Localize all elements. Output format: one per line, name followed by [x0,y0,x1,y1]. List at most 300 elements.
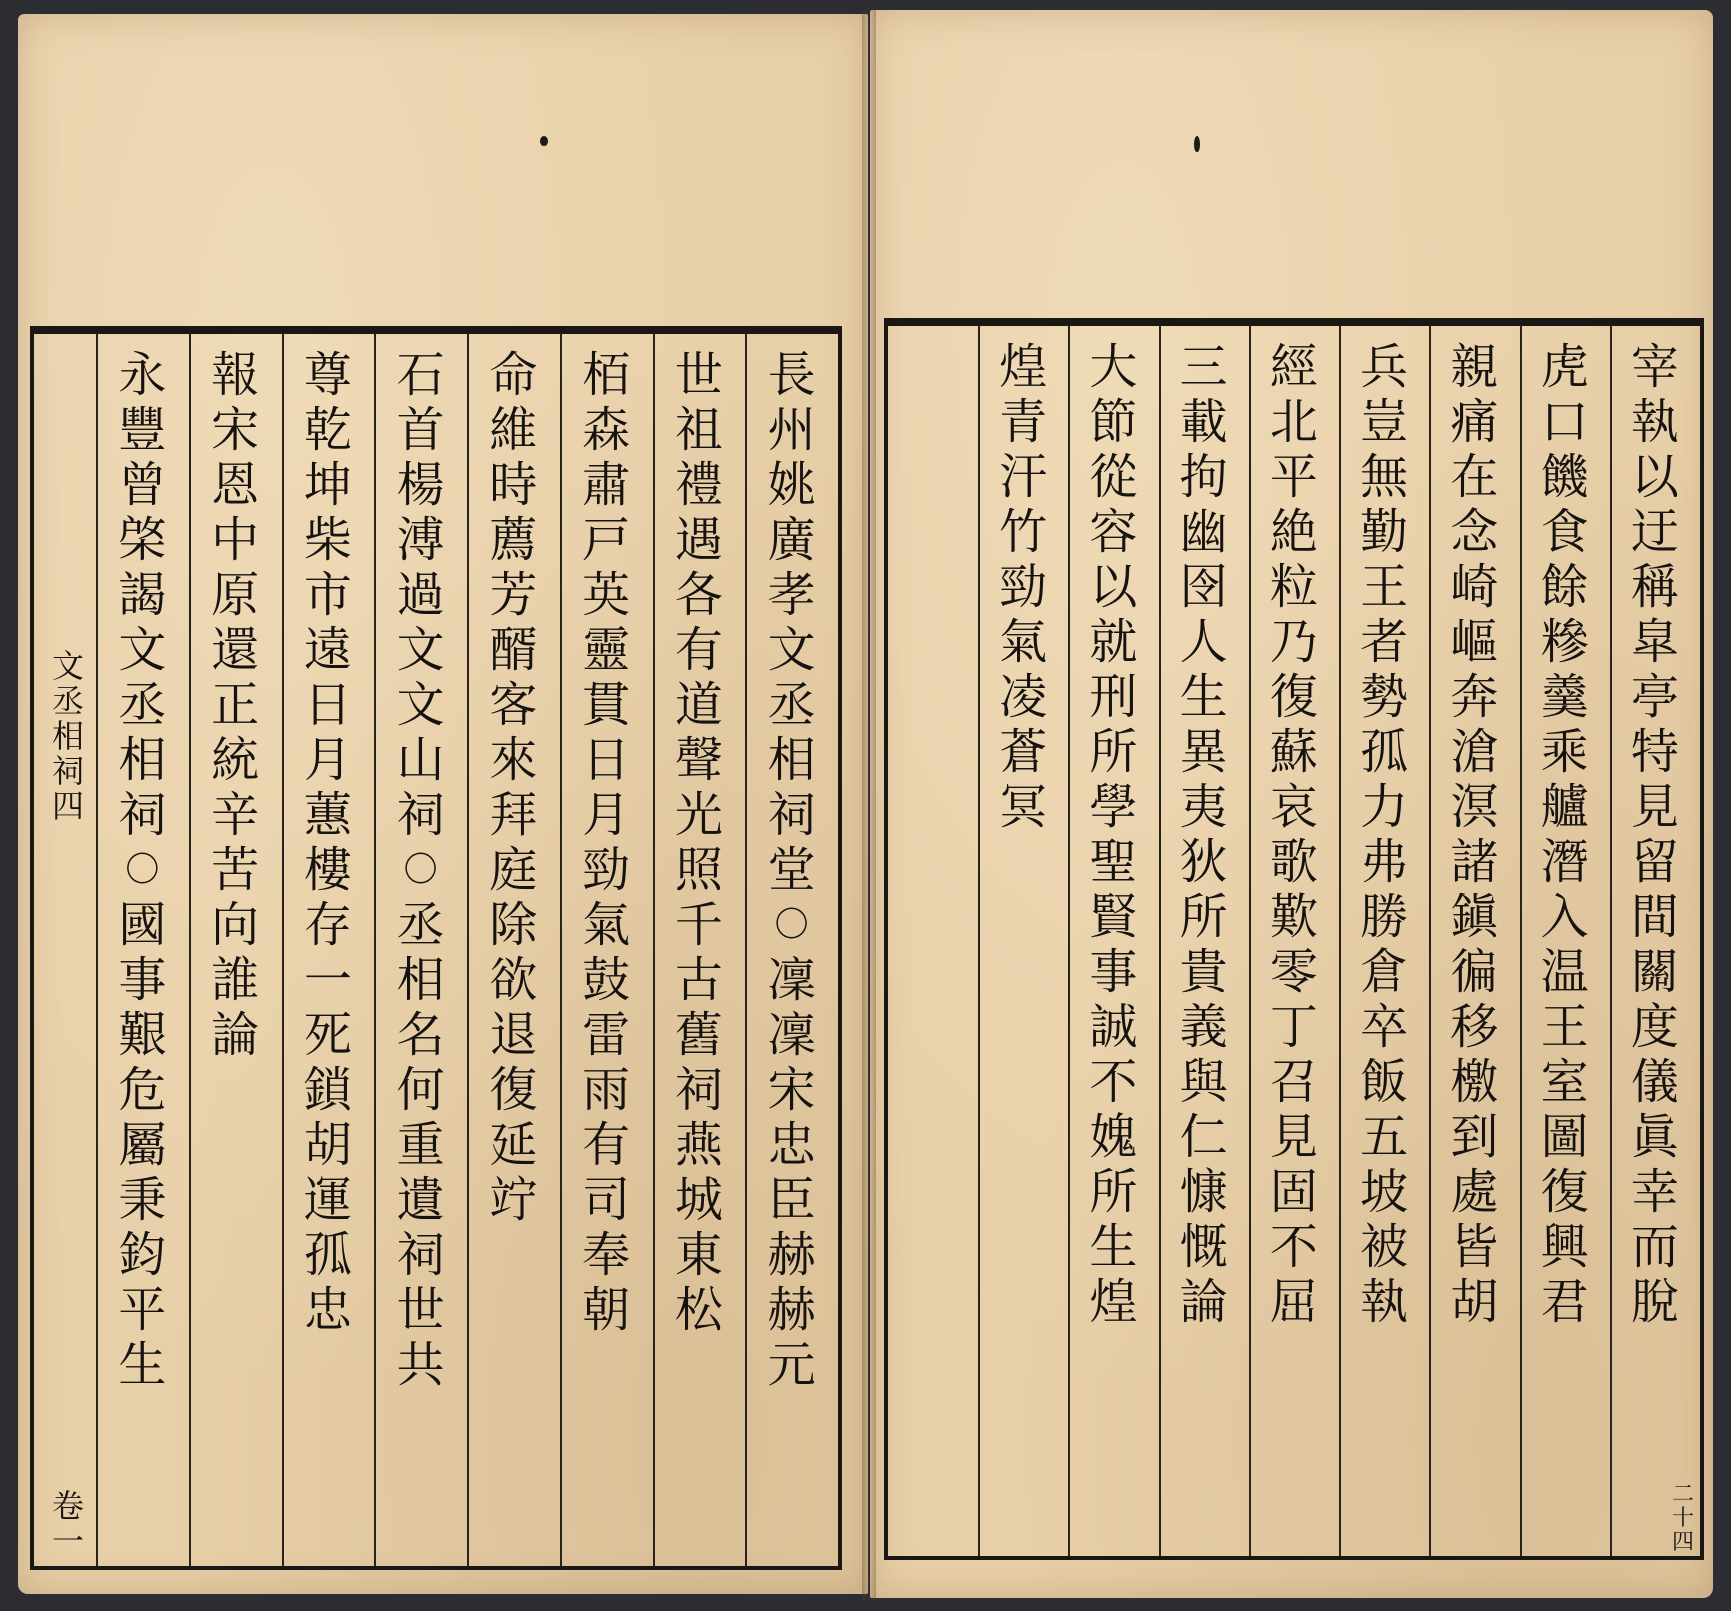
character: 温 [1540,944,1589,1000]
character: 冥 [999,779,1048,835]
character: 慷 [1179,1164,1228,1220]
character: 中 [211,512,260,568]
character: 過 [396,567,445,623]
character: 幸 [1630,1164,1679,1220]
character: 尊 [303,347,352,403]
character: 鎖 [303,1062,352,1118]
character: 文 [51,647,84,685]
character: 貴 [1179,944,1228,1000]
character: 特 [1630,724,1679,780]
character: 鈞 [118,1227,167,1283]
character: 坡 [1360,1164,1409,1220]
character: 延 [489,1117,538,1173]
character: 勤 [1360,504,1409,560]
character: 載 [1179,394,1228,450]
character: 召 [1269,1054,1318,1110]
character: 統 [211,732,260,788]
character: 鼓 [582,952,631,1008]
character: 英 [582,567,631,623]
character: 文 [767,622,816,678]
character: 戸 [582,512,631,568]
character: 平 [118,1282,167,1338]
character: 媿 [1089,1109,1138,1165]
character: 到 [1450,1109,1499,1165]
character: 卒 [1360,999,1409,1055]
character: 溟 [1450,779,1499,835]
character: 餘 [1540,559,1589,615]
character: 執 [1630,394,1679,450]
character: 事 [1089,944,1138,1000]
left-volume-label [48,1487,88,1560]
character: 粒 [1269,559,1318,615]
character: 文 [396,677,445,733]
character: 乾 [303,402,352,458]
character: 欲 [489,952,538,1008]
character: 蕙 [303,787,352,843]
character: 親 [1450,339,1499,395]
character: 凜 [767,1007,816,1063]
character: 還 [211,622,260,678]
character: 祠 [396,787,445,843]
character: 留 [1630,834,1679,890]
character: 屈 [1269,1274,1318,1330]
character: 丁 [1269,999,1318,1055]
character: 在 [1450,449,1499,505]
character: 棨 [118,512,167,568]
character: 見 [1630,779,1679,835]
character: 謁 [118,567,167,623]
character: 州 [767,402,816,458]
character: 執 [1360,1274,1409,1330]
character: 賢 [1089,889,1138,945]
character: 與 [1179,1054,1228,1110]
character: 勁 [999,559,1048,615]
character: 文 [118,622,167,678]
character: 皐 [1630,614,1679,670]
character: 五 [1360,1109,1409,1165]
character: 石 [396,347,445,403]
character: 世 [396,1282,445,1338]
character: 幽 [1179,504,1228,560]
character: 不 [1089,1054,1138,1110]
character: 煌 [1089,1274,1138,1330]
character: 不 [1269,1219,1318,1275]
character: 柴 [303,512,352,568]
character: 古 [674,952,723,1008]
character: 〇 [403,850,438,890]
character: 節 [1089,394,1138,450]
character: 國 [118,897,167,953]
character: 胡 [1450,1274,1499,1330]
character: 雨 [582,1062,631,1118]
character: 檄 [1450,1054,1499,1110]
character: 仁 [1179,1109,1228,1165]
character: 維 [489,402,538,458]
character: 廣 [767,512,816,568]
character: 有 [582,1117,631,1173]
character: 孤 [1360,724,1409,780]
right-page-text-column [1068,340,1158,1550]
character: 無 [1360,449,1409,505]
character: 丞 [396,897,445,953]
character: 溥 [396,512,445,568]
character: 舊 [674,1007,723,1063]
left-page-text-column [467,348,560,1560]
character: 存 [303,897,352,953]
character: 稱 [1630,559,1679,615]
character: 零 [1269,944,1318,1000]
character: 十 [1671,1506,1694,1531]
character: 正 [211,677,260,733]
character: 遇 [674,512,723,568]
character: 宋 [211,402,260,458]
character: 歌 [1269,834,1318,890]
character: 坤 [303,457,352,513]
character: 君 [1540,1274,1589,1330]
character: 誠 [1089,999,1138,1055]
character: 就 [1089,614,1138,670]
character: 宰 [1630,339,1679,395]
character: 退 [489,1007,538,1063]
character: 弗 [1360,834,1409,890]
right-page-text-column [1520,340,1610,1550]
character: 祠 [767,787,816,843]
character: 論 [1179,1274,1228,1330]
character: 勝 [1360,889,1409,945]
character: 事 [118,952,167,1008]
character: 生 [118,1337,167,1393]
character: 飯 [1360,1054,1409,1110]
character: 危 [118,1062,167,1118]
character: 曾 [118,457,167,513]
character: 祠 [674,1062,723,1118]
ink-speck [540,136,548,146]
character: 汗 [999,449,1048,505]
character: 異 [1179,724,1228,780]
character: 祖 [674,402,723,458]
character: 司 [582,1172,631,1228]
character: 丞 [118,677,167,733]
character: 歎 [1269,889,1318,945]
character: 文 [396,622,445,678]
character: 竹 [999,504,1048,560]
right-page-text-column [1159,340,1249,1550]
character: 時 [489,457,538,513]
character: 蘇 [1269,724,1318,780]
character: 移 [1450,999,1499,1055]
left-page-text-column [745,348,838,1560]
character: 薦 [489,512,538,568]
character: 醑 [489,622,538,678]
character: 復 [1540,1164,1589,1220]
character: 絶 [1269,504,1318,560]
character: 虎 [1540,339,1589,395]
character: 從 [1089,449,1138,505]
right-page-text-column [1610,340,1700,1550]
character: 楊 [396,457,445,513]
character: 道 [674,677,723,733]
character: 迂 [1630,504,1679,560]
character: 向 [211,897,260,953]
character: 乘 [1540,724,1589,780]
character: 肅 [582,457,631,513]
character: 復 [1269,669,1318,725]
character: 以 [1630,449,1679,505]
character: 四 [51,787,84,825]
character: 勢 [1360,669,1409,725]
character: 亭 [1630,669,1679,725]
character: 客 [489,677,538,733]
character: 論 [211,1007,260,1063]
character: 辛 [211,787,260,843]
character: 祠 [396,1227,445,1283]
character: 興 [1540,1219,1589,1275]
character: 元 [767,1337,816,1393]
character: 青 [999,394,1048,450]
character: 相 [767,732,816,788]
character: 平 [1269,449,1318,505]
character: 城 [674,1172,723,1228]
character: 各 [674,567,723,623]
character: 二 [1671,1482,1694,1507]
character: 滄 [1450,724,1499,780]
character: 苦 [211,842,260,898]
character: 月 [303,732,352,788]
character: 臣 [767,1172,816,1228]
character: 貫 [582,677,631,733]
character: 艫 [1540,779,1589,835]
character: 松 [674,1282,723,1338]
character: 刑 [1089,669,1138,725]
character: 死 [303,1007,352,1063]
character: 潛 [1540,834,1589,890]
character: 芳 [489,567,538,623]
character: 狄 [1179,834,1228,890]
left-page-text-column [96,348,189,1560]
character: 所 [1089,1164,1138,1220]
character: 拜 [489,787,538,843]
character: 聲 [674,732,723,788]
character: 學 [1089,779,1138,835]
character: 室 [1540,1054,1589,1110]
character: 蒼 [999,724,1048,780]
character: 食 [1540,504,1589,560]
character: 祠 [118,787,167,843]
character: 燕 [674,1117,723,1173]
character: 凜 [767,952,816,1008]
character: 遠 [303,622,352,678]
character: 丞 [767,677,816,733]
right-page-text-column [978,340,1068,1550]
character: 北 [1269,394,1318,450]
character: 市 [303,567,352,623]
character: 而 [1630,1219,1679,1275]
character: 永 [118,347,167,403]
character: 乃 [1269,614,1318,670]
ink-speck [1194,136,1200,152]
character: 鎭 [1450,889,1499,945]
character: 命 [489,347,538,403]
character: 朝 [582,1282,631,1338]
character: 忠 [767,1117,816,1173]
character: 卷 [51,1487,84,1525]
character: 人 [1179,614,1228,670]
character: 〇 [125,850,160,890]
character: 赫 [767,1282,816,1338]
character: 入 [1540,889,1589,945]
character: 脫 [1630,1274,1679,1330]
book-gutter [862,10,876,1600]
character: 名 [396,1007,445,1063]
left-page-text-column [560,348,653,1560]
character: 崎 [1450,559,1499,615]
character: 除 [489,897,538,953]
character: 運 [303,1172,352,1228]
character: 栢 [582,347,631,403]
character: 相 [396,952,445,1008]
character: 勁 [582,842,631,898]
character: 見 [1269,1109,1318,1165]
character: 王 [1360,559,1409,615]
character: 囹 [1179,559,1228,615]
character: 恩 [211,457,260,513]
character: 氣 [582,897,631,953]
character: 竚 [489,1172,538,1228]
character: 夷 [1179,779,1228,835]
character: 千 [674,897,723,953]
right-page-text-column [1429,340,1519,1550]
character: 東 [674,1227,723,1283]
character: 凌 [999,669,1048,725]
character: 照 [674,842,723,898]
character: 者 [1360,614,1409,670]
character: 誰 [211,952,260,1008]
right-page-text-column [1249,340,1339,1550]
character: 山 [396,732,445,788]
character: 處 [1450,1164,1499,1220]
character: 痛 [1450,394,1499,450]
character: 有 [674,622,723,678]
character: 月 [582,787,631,843]
character: 姚 [767,457,816,513]
character: 間 [1630,889,1679,945]
character: 相 [118,732,167,788]
character: 首 [396,402,445,458]
character: 豈 [1360,394,1409,450]
character: 義 [1179,999,1228,1055]
character: 倉 [1360,944,1409,1000]
character: 丞 [51,682,84,720]
character: 祠 [51,752,84,790]
character: 〇 [774,905,809,945]
character: 四 [1671,1530,1694,1555]
character: 報 [211,347,260,403]
character: 奔 [1450,669,1499,725]
left-page-text-column [189,348,282,1560]
character: 赫 [767,1227,816,1283]
character: 徧 [1450,944,1499,1000]
character: 胡 [303,1117,352,1173]
character: 所 [1179,889,1228,945]
character: 原 [211,567,260,623]
character: 所 [1089,724,1138,780]
character: 雷 [582,1007,631,1063]
character: 大 [1089,339,1138,395]
character: 樓 [303,842,352,898]
left-page-text-column [282,348,375,1560]
right-page-text-column [1339,340,1429,1550]
character: 日 [303,677,352,733]
character: 森 [582,402,631,458]
character: 禮 [674,457,723,513]
character: 念 [1450,504,1499,560]
character: 儀 [1630,1054,1679,1110]
character: 容 [1089,504,1138,560]
character: 宋 [767,1062,816,1118]
character: 堂 [767,842,816,898]
left-frame-top-rule [30,326,842,332]
side-title [51,647,84,825]
character: 兵 [1360,339,1409,395]
character: 生 [1179,669,1228,725]
character: 日 [582,732,631,788]
character: 皆 [1450,1219,1499,1275]
character: 生 [1089,1219,1138,1275]
character: 關 [1630,944,1679,1000]
character: 度 [1630,999,1679,1055]
character: 被 [1360,1219,1409,1275]
character: 共 [396,1337,445,1393]
left-side-title [48,647,88,825]
character: 煌 [999,339,1048,395]
character: 忠 [303,1282,352,1338]
character: 一 [303,952,352,1008]
character: 經 [1269,339,1318,395]
character: 羹 [1540,669,1589,725]
character: 糝 [1540,614,1589,670]
character: 秉 [118,1172,167,1228]
character: 屬 [118,1117,167,1173]
character: 諸 [1450,834,1499,890]
character: 世 [674,347,723,403]
character: 王 [1540,999,1589,1055]
volume-label [51,1487,84,1560]
character: 孤 [303,1227,352,1283]
character: 長 [767,347,816,403]
character: 孝 [767,567,816,623]
character: 哀 [1269,779,1318,835]
character: 光 [674,787,723,843]
character: 聖 [1089,834,1138,890]
character: 何 [396,1062,445,1118]
left-page-text-column [374,348,467,1560]
character: 慨 [1179,1219,1228,1275]
character: 饑 [1540,449,1589,505]
character: 以 [1089,559,1138,615]
character: 來 [489,732,538,788]
right-frame-top-rule [884,318,1704,324]
character: 眞 [1630,1109,1679,1165]
left-page-text-column [653,348,746,1560]
character: 重 [396,1117,445,1173]
character: 豐 [118,402,167,458]
character: 遺 [396,1172,445,1228]
character: 復 [489,1062,538,1118]
character: 拘 [1179,449,1228,505]
character: 氣 [999,614,1048,670]
character: 艱 [118,1007,167,1063]
character: 靈 [582,622,631,678]
